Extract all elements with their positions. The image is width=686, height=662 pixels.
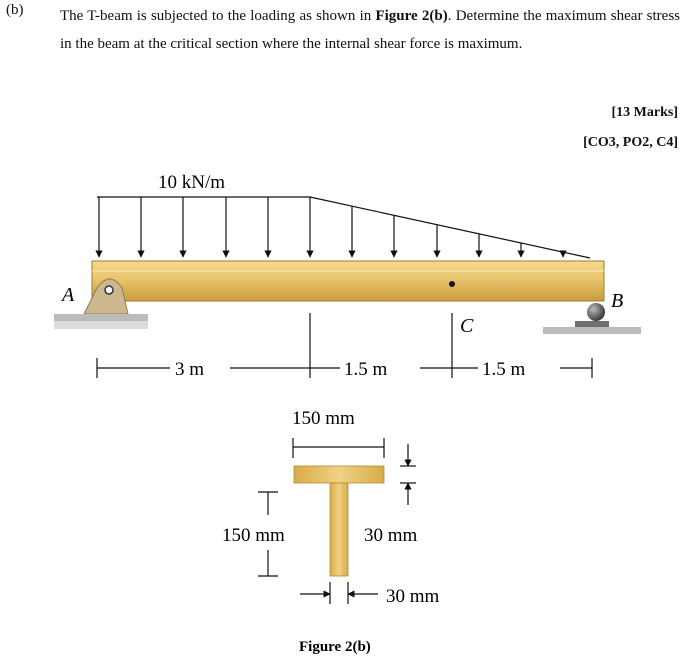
span-1-label: 3 m [175,359,205,380]
load-intensity-label: 10 kN/m [158,172,226,193]
point-b-label: B [611,290,624,312]
flange-width-dimension [293,438,384,458]
roller-support-b [543,303,641,334]
span-2-label: 1.5 m [344,359,388,380]
question-text-part2: . Determine the maximum shear stress in the beam at the critical section where the internal shear force is maximum. [60,8,681,52]
figure-caption: Figure 2(b) [299,639,371,655]
span-3-label: 1.5 m [482,359,526,380]
distributed-load [97,197,590,258]
point-a-label: A [62,284,75,306]
question-text-part1: The T-beam is subjected to the loading as shown in [60,8,376,24]
flange-thickness-dimension [400,444,416,505]
t-section [294,466,384,576]
figure-reference: Figure 2(b) [375,8,448,24]
web-height-label: 150 mm [222,525,285,546]
point-c-label: C [460,315,474,337]
flange-thickness-label: 30 mm [364,525,418,546]
flange-width-label: 150 mm [292,408,355,429]
marks-label: [13 Marks] [611,105,678,120]
web-thickness-dimension [300,582,378,604]
point-c-marker [449,281,455,287]
question-label: (b) [6,2,24,18]
web-thickness-label: 30 mm [386,586,440,607]
beam [92,261,604,301]
course-outcomes: [CO3, PO2, C4] [583,135,678,150]
